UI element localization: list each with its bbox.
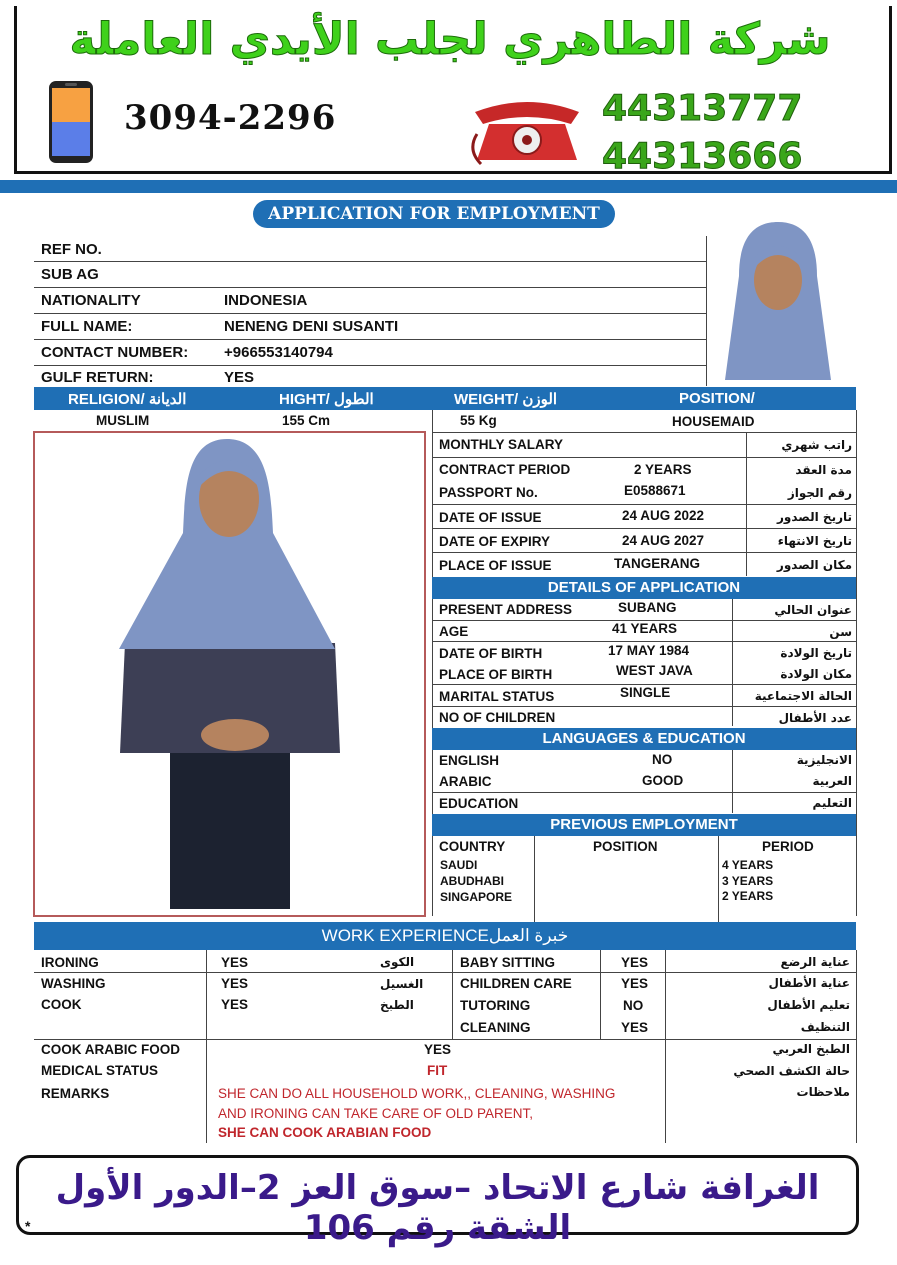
row-arabic: الحالة الاجتماعية — [754, 689, 852, 703]
row-value: 24 AUG 2027 — [622, 533, 705, 548]
top-fields — [34, 236, 706, 388]
row-arabic: عدد الأطفال — [778, 711, 852, 725]
row-value: 2 YEARS — [634, 462, 692, 477]
divider — [856, 410, 857, 916]
row-label: PRESENT ADDRESS — [439, 602, 573, 617]
row-arabic: رقم الجواز — [787, 486, 852, 500]
divider — [206, 1039, 207, 1143]
details-row — [432, 621, 856, 641]
skill-label: BABY SITTING — [460, 955, 556, 970]
position-column-header: POSITION — [593, 839, 658, 854]
skill-arabic: التنظيف — [800, 1020, 850, 1034]
company-name: شركة الطاهري لجلب الأيدي العاملة — [69, 14, 831, 65]
row-arabic: تاريخ الصدور — [777, 510, 852, 524]
row-label: DATE OF ISSUE — [439, 510, 542, 525]
footer-mark: * — [25, 1218, 31, 1234]
field-value: +966553140794 — [224, 344, 333, 361]
landline-1: 44313777 — [602, 88, 803, 129]
language-row — [432, 771, 856, 792]
skill-value: YES — [621, 976, 649, 991]
row-arabic: التعليم — [812, 796, 852, 810]
skill-value: YES — [221, 997, 249, 1012]
cook-arabic-label: COOK ARABIC FOOD — [41, 1042, 180, 1057]
field-row — [34, 314, 706, 339]
period-column-header: PERIOD — [762, 839, 814, 854]
row-label: MONTHLY SALARY — [439, 437, 564, 452]
details-row — [432, 707, 856, 727]
skill-value: YES — [621, 1020, 649, 1035]
field-row — [34, 288, 706, 313]
field-row — [34, 340, 706, 365]
mobile-phone-icon — [48, 80, 94, 164]
skill-label: COOK — [41, 997, 82, 1012]
weight-header: WEIGHT/ الوزن — [454, 391, 558, 408]
skill-arabic: الكوى — [380, 955, 415, 969]
cook-arabic-arabic: الطبخ العربي — [772, 1042, 850, 1056]
office-address: الغرافة شارع الاتحاد –سوق العز 2–الدور الأول الشقة رقم 106 — [55, 1168, 820, 1248]
row-label: MARITAL STATUS — [439, 689, 555, 704]
field-label: GULF RETURN: — [41, 369, 154, 386]
header-divider — [0, 180, 897, 193]
field-row — [34, 262, 706, 287]
period-item: 2 YEARS — [722, 889, 774, 903]
field-label: CONTACT NUMBER: — [41, 344, 189, 361]
remarks-line-1: SHE CAN DO ALL HOUSEHOLD WORK,, CLEANING, WASHING — [218, 1086, 616, 1101]
details-header: DETAILS OF APPLICATION — [432, 577, 856, 599]
row-label: PASSPORT No. — [439, 485, 538, 500]
row-arabic: سن — [829, 625, 852, 639]
attributes-header-bar — [34, 387, 856, 410]
previous-employment-header: PREVIOUS EMPLOYMENT — [432, 814, 856, 836]
divider — [856, 950, 857, 1143]
divider — [34, 1039, 856, 1040]
row-value: SINGLE — [620, 685, 671, 700]
medical-status-value: FIT — [427, 1063, 448, 1078]
divider — [718, 836, 719, 922]
position-value: HOUSEMAID — [672, 414, 755, 429]
details-rows — [432, 599, 856, 727]
medical-status-arabic: حالة الكشف الصحي — [733, 1064, 850, 1078]
skill-value: YES — [221, 955, 249, 970]
row-value: TANGERANG — [614, 556, 700, 571]
row-arabic: مكان الصدور — [776, 558, 852, 572]
row-label: PLACE OF ISSUE — [439, 558, 552, 573]
row-arabic: العربية — [812, 774, 852, 788]
row-label: DATE OF BIRTH — [439, 646, 543, 661]
skill-value: YES — [621, 955, 649, 970]
divider — [706, 236, 707, 386]
row-label: ARABIC — [439, 774, 492, 789]
field-value: YES — [224, 369, 255, 386]
contract-row — [432, 529, 856, 552]
height-header: HIGHT/ الطول — [279, 391, 374, 408]
telephone-icon — [467, 94, 587, 166]
row-label: CONTRACT PERIOD — [439, 462, 571, 477]
language-row — [432, 750, 856, 771]
row-value: 41 YEARS — [612, 621, 678, 636]
field-label: NATIONALITY — [41, 292, 141, 309]
field-row — [34, 236, 706, 261]
row-value: SUBANG — [618, 600, 677, 615]
divider — [452, 950, 453, 1039]
contract-row — [432, 505, 856, 528]
row-value: 17 MAY 1984 — [608, 643, 690, 658]
remarks-label: REMARKS — [41, 1086, 110, 1101]
row-value: 24 AUG 2022 — [622, 508, 705, 523]
skill-arabic: تعليم الأطفال — [767, 998, 850, 1012]
row-arabic: الانجليزية — [796, 753, 852, 767]
row-label: EDUCATION — [439, 796, 519, 811]
portrait-photo — [711, 218, 845, 380]
row-arabic: تاريخ الانتهاء — [777, 534, 852, 548]
skill-label: CLEANING — [460, 1020, 531, 1035]
divider — [600, 950, 601, 1039]
skill-arabic: عناية الرضع — [780, 955, 850, 969]
contract-rows — [432, 433, 856, 575]
details-row — [432, 642, 856, 663]
remarks-line-2: AND IRONING CAN TAKE CARE OF OLD PARENT, — [218, 1106, 534, 1121]
skill-arabic: الطبخ — [380, 998, 414, 1012]
country-list — [440, 857, 512, 905]
skill-label: WASHING — [41, 976, 106, 991]
field-value: NENENG DENI SUSANTI — [224, 318, 399, 335]
remarks-line-3: SHE CAN COOK ARABIAN FOOD — [218, 1125, 432, 1140]
language-row — [432, 793, 856, 814]
mobile-number: 3094-2296 — [124, 98, 337, 138]
details-row — [432, 685, 856, 706]
divider — [206, 950, 207, 1039]
divider — [34, 972, 856, 973]
row-arabic: مدة العقد — [795, 463, 852, 477]
field-value: INDONESIA — [224, 292, 308, 309]
country-item: SAUDI — [440, 858, 478, 872]
remarks-arabic: ملاحظات — [796, 1085, 850, 1099]
form-title: APPLICATION FOR EMPLOYMENT — [253, 200, 615, 228]
skill-arabic: عناية الأطفال — [768, 976, 850, 990]
landline-2: 44313666 — [602, 136, 803, 177]
skill-label: TUTORING — [460, 998, 531, 1013]
cook-arabic-value: YES — [424, 1042, 452, 1057]
row-value: WEST JAVA — [616, 663, 693, 678]
contract-row — [432, 433, 856, 457]
divider — [534, 836, 535, 922]
contract-row — [432, 458, 856, 481]
contract-row — [432, 481, 856, 504]
country-item: SINGAPORE — [440, 890, 513, 904]
field-label: FULL NAME: — [41, 318, 133, 335]
height-value: 155 Cm — [282, 413, 331, 428]
row-arabic: مكان الولادة — [780, 667, 852, 681]
field-label: REF NO. — [41, 241, 102, 258]
skill-label: IRONING — [41, 955, 99, 970]
row-value: E0588671 — [624, 483, 686, 498]
languages-rows — [432, 750, 856, 814]
row-label: AGE — [439, 624, 469, 639]
skill-value: YES — [221, 976, 249, 991]
row-arabic: عنوان الحالي — [774, 603, 852, 617]
skill-label: CHILDREN CARE — [460, 976, 572, 991]
field-label: SUB AG — [41, 266, 99, 283]
full-body-photo — [33, 431, 426, 917]
row-label: ENGLISH — [439, 753, 500, 768]
row-label: DATE OF EXPIRY — [439, 534, 551, 549]
religion-header: RELIGION/ الديانة — [68, 391, 187, 408]
row-label: PLACE OF BIRTH — [439, 667, 553, 682]
row-arabic: تاريخ الولادة — [780, 646, 852, 660]
details-row — [432, 599, 856, 620]
period-item: 4 YEARS — [722, 858, 774, 872]
medical-status-label: MEDICAL STATUS — [41, 1063, 158, 1078]
country-item: ABUDHABI — [440, 874, 504, 888]
languages-header: LANGUAGES & EDUCATION — [432, 728, 856, 750]
religion-value: MUSLIM — [96, 413, 150, 428]
row-value: NO — [652, 752, 673, 767]
skill-value: NO — [623, 998, 644, 1013]
contract-row — [432, 553, 856, 575]
work-experience-header: WORK EXPERIENCEخبرة العمل — [34, 922, 856, 950]
country-column-header: COUNTRY — [439, 839, 506, 854]
weight-value: 55 Kg — [460, 413, 497, 428]
skill-arabic: الغسيل — [380, 977, 424, 991]
period-list — [722, 858, 773, 905]
details-row — [432, 663, 856, 684]
period-item: 3 YEARS — [722, 873, 774, 888]
row-value: GOOD — [642, 773, 684, 788]
row-arabic: راتب شهري — [781, 438, 852, 452]
position-header: POSITION/ — [679, 390, 755, 407]
divider — [665, 950, 666, 1143]
row-label: NO OF CHILDREN — [439, 710, 556, 725]
field-row — [34, 366, 706, 388]
